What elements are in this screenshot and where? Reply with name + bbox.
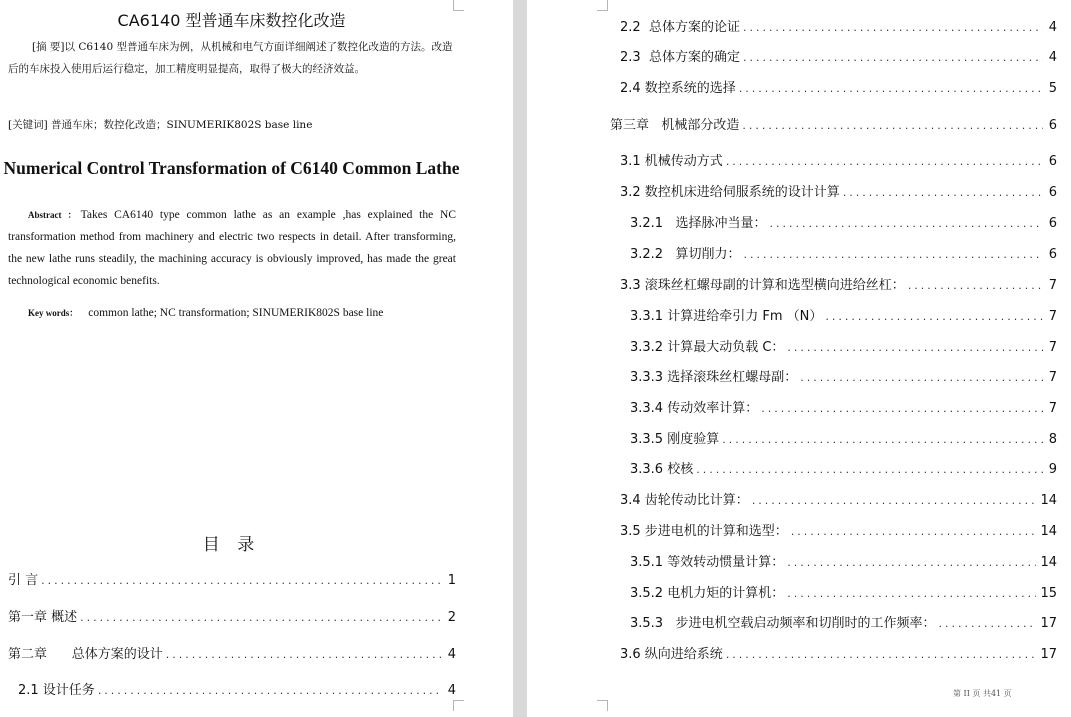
toc-entry[interactable]	[630, 212, 1057, 231]
toc-leader	[743, 51, 1043, 64]
page-footer: 第 II 页 共41 页	[953, 689, 1012, 698]
toc-leader	[743, 248, 1043, 261]
toc-entry-page: 4	[1048, 20, 1057, 35]
abstract-en-label: Abstract ：	[28, 210, 81, 220]
toc-entry-page: 6	[1048, 118, 1057, 133]
toc-entry[interactable]	[630, 336, 1057, 355]
toc-entry-page: 1	[447, 573, 456, 588]
keywords-cn: [关键词] 普通车床；数控化改造；SINUMERIK802S base line	[8, 119, 313, 131]
abstract-en-text: Takes CA6140 type common lathe as an example ,has explained the NC transformation method from machinery and electric two respects in detail. After transforming, the new lathe runs steadily, the machining accuracy is obviously improved, has made the great technological economic benefits.	[8, 209, 456, 287]
toc-entry-page: 7	[1048, 340, 1057, 355]
toc-leader	[787, 341, 1043, 354]
toc-leader	[825, 310, 1043, 323]
toc-entry-title: 3.5.2 电机力矩的计算机：	[630, 586, 785, 601]
toc-entry[interactable]	[630, 243, 1057, 262]
toc-leader	[722, 433, 1043, 446]
toc-leader	[98, 684, 442, 697]
toc-entry[interactable]	[630, 428, 1057, 447]
toc-entry-page: 4	[447, 647, 456, 662]
toc-leader	[800, 371, 1043, 384]
toc-entry-title: 3.4 齿轮传动比计算：	[620, 493, 749, 508]
toc-leader	[791, 525, 1037, 538]
toc-leader	[787, 556, 1036, 569]
toc-entry-title: 第一章 概述	[8, 610, 78, 625]
toc-entry-title: 3.2.1 选择脉冲当量：	[630, 216, 767, 231]
toc-entry[interactable]	[620, 77, 1057, 96]
toc-entry[interactable]	[620, 489, 1057, 508]
toc-entry-page: 15	[1040, 586, 1057, 601]
toc-leader	[80, 611, 442, 624]
toc-entry[interactable]	[620, 46, 1057, 65]
toc-entry[interactable]	[630, 582, 1057, 601]
toc-entry[interactable]	[630, 458, 1057, 477]
toc-leader	[726, 155, 1043, 168]
toc-entry-page: 7	[1048, 370, 1057, 385]
toc-entry-title: 3.5.3 步进电机空载启动频率和切削时的工作频率：	[630, 616, 936, 631]
keywords-en-label: Key words：	[28, 308, 79, 318]
toc-entry-page: 6	[1048, 154, 1057, 169]
toc-entry-title: 2.3 总体方案的确定	[620, 50, 740, 65]
toc-entry-page: 8	[1048, 432, 1057, 447]
toc-entry-page: 14	[1040, 555, 1057, 570]
document-page-right	[527, 0, 1071, 717]
toc-entry-title: 3.5.1 等效转动惯量计算：	[630, 555, 785, 570]
toc-entry-page: 5	[1048, 81, 1057, 96]
toc-entry-page: 17	[1040, 616, 1057, 631]
toc-entry-page: 7	[1048, 401, 1057, 416]
toc-leader	[752, 494, 1037, 507]
toc-entry-title: 3.2 数控机床进给伺服系统的设计计算	[620, 185, 840, 200]
toc-leader	[743, 21, 1043, 34]
toc-leader	[726, 648, 1037, 661]
toc-leader	[761, 402, 1043, 415]
toc-entry[interactable]	[620, 16, 1057, 35]
toc-entry-title: 3.3 滚珠丝杠螺母副的计算和选型横向进给丝杠：	[620, 278, 905, 293]
toc-leader	[908, 279, 1043, 292]
toc-entry-page: 14	[1040, 493, 1057, 508]
toc-entry-title: 2.4 数控系统的选择	[620, 81, 736, 96]
toc-entry-title: 3.3.2 计算最大动负载 C：	[630, 340, 785, 355]
toc-leader	[843, 186, 1043, 199]
page-title: CA6140 型普通车床数控化改造	[117, 11, 346, 30]
toc-entry[interactable]	[610, 114, 1057, 133]
toc-leader	[769, 217, 1043, 230]
toc-entry[interactable]	[630, 305, 1057, 324]
toc-leader	[696, 463, 1043, 476]
toc-entry-title: 2.2 总体方案的论证	[620, 20, 740, 35]
toc-leader	[166, 648, 442, 661]
document-page-left	[0, 0, 513, 717]
toc-entry-page: 6	[1048, 216, 1057, 231]
toc-entry-title: 3.1 机械传动方式	[620, 154, 723, 169]
toc-entry[interactable]	[620, 181, 1057, 200]
toc-entry-page: 7	[1048, 278, 1057, 293]
toc-heading: 目 录	[202, 535, 261, 555]
crop-mark	[597, 0, 608, 11]
toc-leader	[742, 119, 1043, 132]
keywords-en-text: common lathe; NC transformation; SINUMERIK802S base line	[88, 307, 384, 319]
toc-entry-title: 3.3.6 校核	[630, 462, 694, 477]
toc-entry-title: 3.3.4 传动效率计算：	[630, 401, 759, 416]
toc-entry[interactable]	[620, 643, 1057, 662]
toc-entry-title: 3.6 纵向进给系统	[620, 647, 723, 662]
title-en: Numerical Control Transformation of C6140 Common Lathe	[3, 158, 460, 178]
toc-entry-title: 3.3.5 刚度验算	[630, 432, 720, 447]
toc-entry-page: 6	[1048, 185, 1057, 200]
toc-entry-title: 3.2.2 算切削力：	[630, 247, 741, 262]
toc-entry-title: 2.1 设计任务	[18, 683, 95, 698]
toc-leader	[938, 617, 1036, 630]
toc-entry[interactable]	[620, 150, 1057, 169]
crop-mark	[597, 700, 608, 711]
toc-entry-title: 3.3.1 计算进给牵引力 Fm （N）	[630, 309, 823, 324]
toc-entry-title: 第三章 机械部分改造	[610, 118, 740, 133]
toc-entry[interactable]	[8, 643, 456, 662]
toc-entry[interactable]	[630, 366, 1057, 385]
toc-entry-page: 4	[447, 683, 456, 698]
toc-entry-title: 第二章 总体方案的设计	[8, 647, 163, 662]
toc-entry-title: 引 言	[8, 573, 39, 588]
toc-entry-page: 6	[1048, 247, 1057, 262]
toc-entry[interactable]	[630, 612, 1057, 631]
crop-mark	[453, 700, 464, 711]
toc-entry-page: 17	[1040, 647, 1057, 662]
toc-entry-page: 9	[1048, 462, 1057, 477]
toc-leader	[787, 587, 1036, 600]
abstract-cn: [摘 要]以 C6140 型普通车床为例，从机械和电气方面详细阐述了数控化改造的方法。改造后的车床投入使用后运行稳定，加工精度明显提高，取得了极大的经济效益。	[8, 41, 453, 75]
toc-entry-page: 4	[1048, 50, 1057, 65]
toc-entry[interactable]	[8, 606, 456, 625]
toc-entry[interactable]	[18, 679, 456, 698]
toc-entry[interactable]	[630, 551, 1057, 570]
toc-entry-page: 2	[447, 610, 456, 625]
keywords-en	[28, 306, 383, 319]
toc-entry-page: 7	[1048, 309, 1057, 324]
toc-entry-title: 3.5 步进电机的计算和选型：	[620, 524, 788, 539]
toc-entry[interactable]	[620, 274, 1057, 293]
toc-entry[interactable]	[8, 569, 456, 588]
toc-entry-page: 14	[1040, 524, 1057, 539]
toc-leader	[739, 82, 1043, 95]
abstract-en	[8, 204, 456, 292]
toc-entry[interactable]	[630, 397, 1057, 416]
toc-entry[interactable]	[620, 520, 1057, 539]
toc-entry-title: 3.3.3 选择滚珠丝杠螺母副：	[630, 370, 798, 385]
toc-leader	[41, 574, 442, 587]
